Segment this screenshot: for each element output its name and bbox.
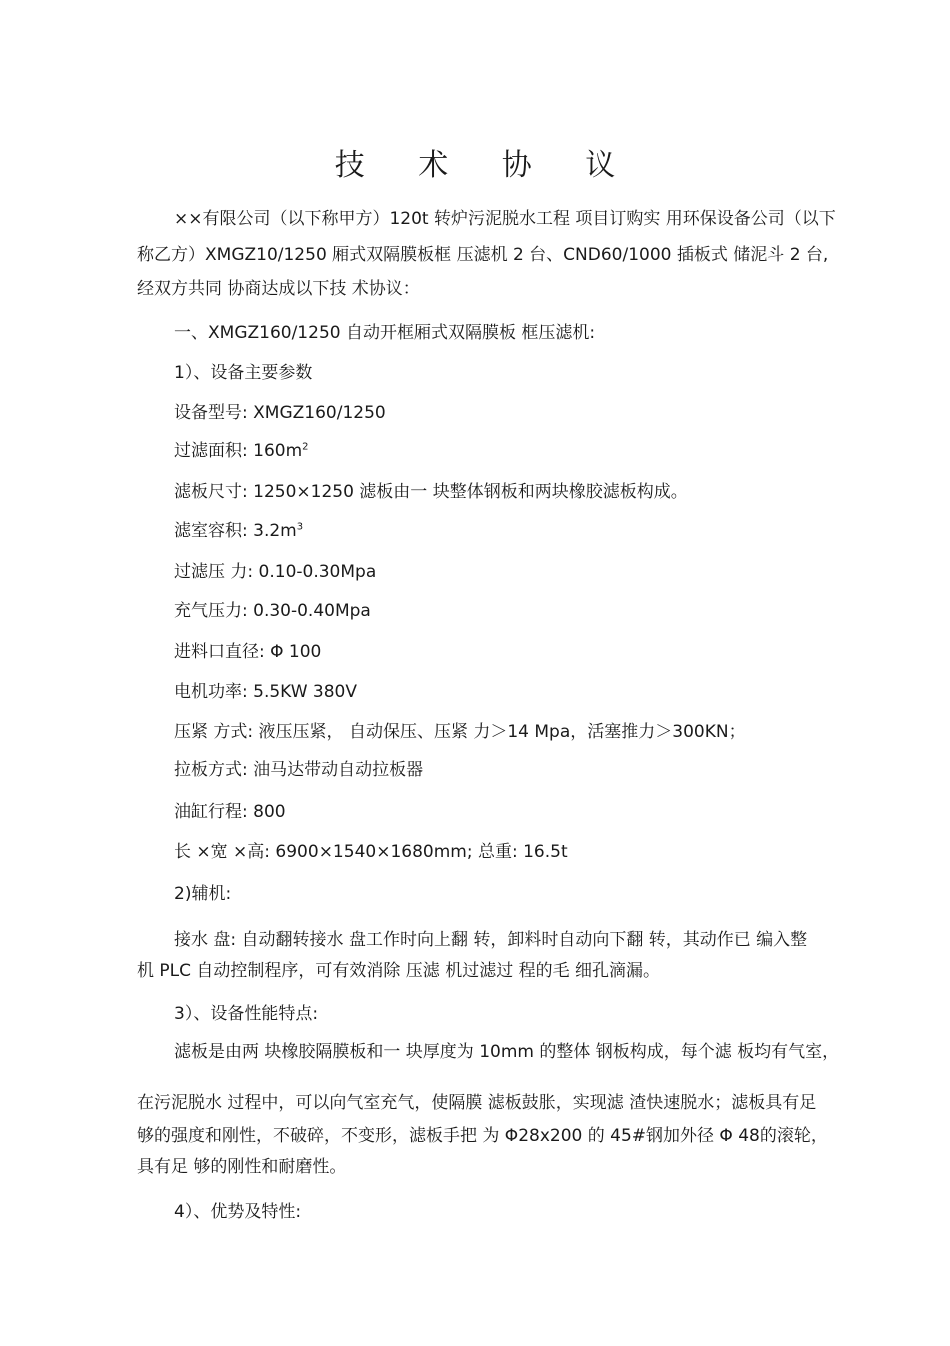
param-dimensions: 长 ×宽 ×高: 6900×1540×1680mm; 总重: 16.5t <box>174 842 568 862</box>
features-line-1: 滤板是由两 块橡胶隔膜板和一 块厚度为 10mm 的整体 钢板构成，每个滤 板均有气室， <box>174 1042 840 1062</box>
intro-line-1: ××有限公司（以下称甲方）120t 转炉污泥脱水工程 项目订购实 用环保设备公司（以下 <box>174 209 836 229</box>
aux-line-2: 机 PLC 自动控制程序，可有效消除 压滤 机过滤过 程的毛 细孔滴漏。 <box>137 961 661 981</box>
features-line-4: 具有足 够的刚性和耐磨性。 <box>137 1157 347 1177</box>
intro-line-3: 经双方共同 协商达成以下技 术协议： <box>137 279 420 299</box>
document-title: 技 术 协 议 <box>334 148 638 183</box>
subsection-3-heading: 3）、设备性能特点: <box>174 1004 319 1024</box>
param-chamber-volume-text: 滤室容积: 3.2m <box>174 521 297 541</box>
param-cylinder-stroke: 油缸行程: 800 <box>174 802 286 822</box>
subsection-1-heading: 1）、设备主要参数 <box>174 363 313 383</box>
param-chamber-volume <box>174 520 303 542</box>
subsection-2-heading: 2)辅机: <box>174 884 232 904</box>
intro-line-2: 称乙方）XMGZ10/1250 厢式双隔膜板框 压滤机 2 台、CND60/1000 插板式 储泥斗 2 台, <box>137 245 829 265</box>
param-model: 设备型号: XMGZ160/1250 <box>174 403 386 423</box>
param-motor-power: 电机功率: 5.5KW 380V <box>174 682 357 702</box>
param-pull-mode: 拉板方式: 油马达带动自动拉板器 <box>174 760 424 780</box>
subsection-4-heading: 4）、优势及特性: <box>174 1202 302 1222</box>
features-line-3: 够的强度和刚性，不破碎，不变形，滤板手把 为 Φ28x200 的 45#钢加外径 Φ 48的滚轮， <box>137 1126 828 1146</box>
param-filter-area-sup: 2 <box>302 441 309 453</box>
param-chamber-volume-sup: 3 <box>296 521 304 533</box>
section-1-heading: 一、XMGZ160/1250 自动开框厢式双隔膜板 框压滤机: <box>174 323 596 343</box>
param-filter-pressure: 过滤压 力: 0.10-0.30Mpa <box>174 562 377 582</box>
param-filter-area <box>174 440 309 462</box>
param-inlet-diameter: 进料口直径: Φ 100 <box>174 642 322 662</box>
features-line-2: 在污泥脱水 过程中，可以向气室充气，使隔膜 滤板鼓胀，实现滤 渣快速脱水；滤板具有足 <box>137 1093 817 1113</box>
aux-line-1: 接水 盘: 自动翻转接水 盘工作时向上翻 转，卸料时自动向下翻 转，其动作已 编入整 <box>174 930 808 950</box>
param-press-mode: 压紧 方式: 液压压紧， 自动保压、压紧 力＞14 Mpa，活塞推力＞300KN； <box>174 722 746 742</box>
param-plate-size: 滤板尺寸: 1250×1250 滤板由一 块整体钢板和两块橡胶滤板构成。 <box>174 482 688 502</box>
param-filter-area-text: 过滤面积: 160m <box>174 441 303 461</box>
param-inflate-pressure: 充气压力: 0.30-0.40Mpa <box>174 601 371 621</box>
